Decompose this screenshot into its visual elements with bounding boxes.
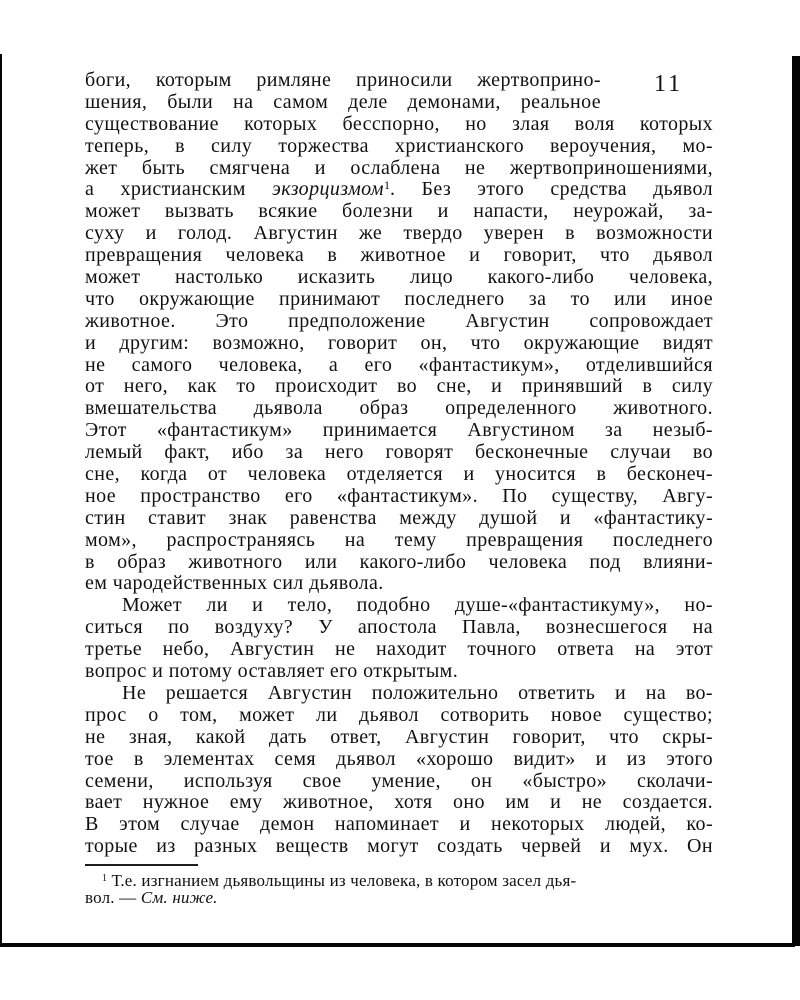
- text-segment: вмешательства дьявола образ определенного животного.: [85, 397, 713, 420]
- text-segment: прос о том, может ли дьявол сотворить новое существо;: [85, 703, 713, 726]
- text-line: [85, 573, 713, 595]
- text-segment: В этом случае демон напоминает и некоторых людей, ко-: [85, 813, 713, 836]
- text-line: [85, 333, 713, 355]
- text-segment: ное пространство его «фантастикум». По существу, Авгу-: [85, 484, 713, 507]
- superscript-marker: 1: [383, 178, 390, 193]
- text-segment: шения, были на самом деле демонами, реальное: [85, 90, 601, 113]
- text-segment: может вызвать всякие болезни и напасти, неурожай, за-: [85, 200, 713, 223]
- text-line: [85, 814, 713, 836]
- text-segment: и другим: возможно, говорит он, что окружающие видят: [85, 331, 713, 354]
- text-segment: экзорцизмом: [272, 178, 384, 201]
- footnote-text: [85, 872, 713, 906]
- text-segment: тое в элементах семя дьявол «хорошо видит» и из этого: [85, 747, 713, 770]
- text-line: [85, 792, 713, 814]
- text-segment: боги, которым римляне приносили жертвоприно-: [85, 69, 601, 91]
- footnote-rule: [85, 864, 198, 866]
- scan-edge-right: [792, 56, 800, 946]
- text-line: [85, 552, 713, 574]
- text-line: [85, 267, 713, 289]
- text-line: [85, 889, 713, 906]
- text-line: [85, 872, 713, 889]
- text-segment: вол. —: [85, 888, 141, 907]
- text-line: [85, 442, 713, 464]
- text-line: [85, 179, 713, 201]
- text-line: [85, 464, 713, 486]
- text-line: [85, 245, 713, 267]
- text-line: [85, 683, 713, 705]
- text-segment: Не решается Августин положительно ответить и на во-: [122, 681, 713, 704]
- text-line: [85, 223, 713, 245]
- text-segment: суху и голод. Августин же твердо уверен в возможности: [85, 222, 713, 245]
- text-line: [85, 289, 713, 311]
- text-segment: торые из разных веществ могут создать червей и мух. Он: [85, 835, 713, 858]
- text-line: [85, 420, 713, 442]
- text-line: [85, 158, 713, 180]
- text-line: [85, 376, 713, 398]
- page-number: 11: [654, 71, 684, 97]
- text-segment: жет быть смягчена и ослаблена не жертвоприношениями,: [85, 156, 713, 179]
- text-segment: ем чародейственных сил дьявола.: [85, 572, 384, 595]
- text-segment: существование которых бесспорно, но злая воля которых: [85, 112, 713, 135]
- text-segment: вопрос и потому оставляет его открытым.: [85, 660, 459, 683]
- text-segment: лемый факт, ибо за него говорят бесконечные случаи во: [85, 441, 713, 464]
- text-line: [85, 398, 713, 420]
- text-segment: Т.е. изгнанием дьявольщины из человека, в котором засел дья-: [107, 871, 577, 890]
- text-line: [85, 508, 713, 530]
- text-segment: Этот «фантастикум» принимается Августином за незыб-: [85, 419, 713, 442]
- superscript-marker: 1: [102, 873, 107, 884]
- text-segment: мом», распространяясь на тему превращения последнего: [85, 528, 713, 551]
- text-segment: а христианским: [85, 178, 273, 201]
- text-segment: Может ли и тело, подобно душе-«фантастикуму», но-: [122, 594, 713, 617]
- text-line: [85, 114, 713, 136]
- text-segment: что окружающие принимают последнего за то или иное: [85, 287, 713, 310]
- text-line: [85, 311, 713, 333]
- text-line: [85, 705, 713, 727]
- text-segment: животное. Это предположение Августин сопровождает: [85, 309, 713, 332]
- text-line: [85, 727, 713, 749]
- text-segment: может настолько исказить лицо какого-либо человека,: [85, 266, 713, 289]
- scan-edge-bottom: [0, 943, 795, 947]
- text-line: [85, 201, 713, 223]
- text-segment: от него, как то происходит во сне, и принявший в силу: [85, 375, 713, 398]
- text-segment: в образ животного или какого-либо человека под влияни-: [85, 550, 713, 573]
- text-segment: стин ставит знак равенства между душой и «фантастику-: [85, 506, 713, 529]
- text-line: [85, 661, 713, 683]
- text-segment: См. ниже.: [140, 888, 218, 907]
- text-line: [85, 530, 713, 552]
- text-segment: третье небо, Августин не находит точного ответа на этот: [85, 638, 713, 661]
- text-segment: сне, когда от человека отделяется и уносится в бесконеч-: [85, 463, 713, 486]
- text-line: [85, 771, 713, 793]
- text-line: [85, 617, 713, 639]
- text-segment: ситься по воздуху? У апостола Павла, вознесшегося на: [85, 616, 713, 639]
- text-segment: вает нужное ему животное, хотя оно им и не создается.: [85, 791, 713, 814]
- text-segment: . Без этого средства дьявол: [389, 178, 714, 201]
- text-line: [85, 486, 713, 508]
- text-line: [85, 70, 601, 92]
- body-text: [85, 70, 713, 858]
- text-line: [85, 136, 713, 158]
- text-segment: семени, используя свое умение, он «быстро» сколачи-: [85, 769, 713, 792]
- text-line: [85, 355, 713, 377]
- text-segment: не зная, какой дать ответ, Августин говорит, что скры-: [85, 725, 713, 748]
- text-line: [85, 92, 601, 114]
- text-segment: не самого человека, а его «фантастикум», отделившийся: [85, 353, 713, 376]
- text-segment: теперь, в силу торжества христианского вероучения, мо-: [85, 134, 713, 157]
- text-line: [85, 836, 713, 858]
- scan-edge-left: [0, 54, 2, 946]
- text-line: [85, 639, 713, 661]
- text-line: [85, 749, 713, 771]
- text-line: [85, 595, 713, 617]
- text-segment: превращения человека в животное и говорит, что дьявол: [85, 244, 713, 267]
